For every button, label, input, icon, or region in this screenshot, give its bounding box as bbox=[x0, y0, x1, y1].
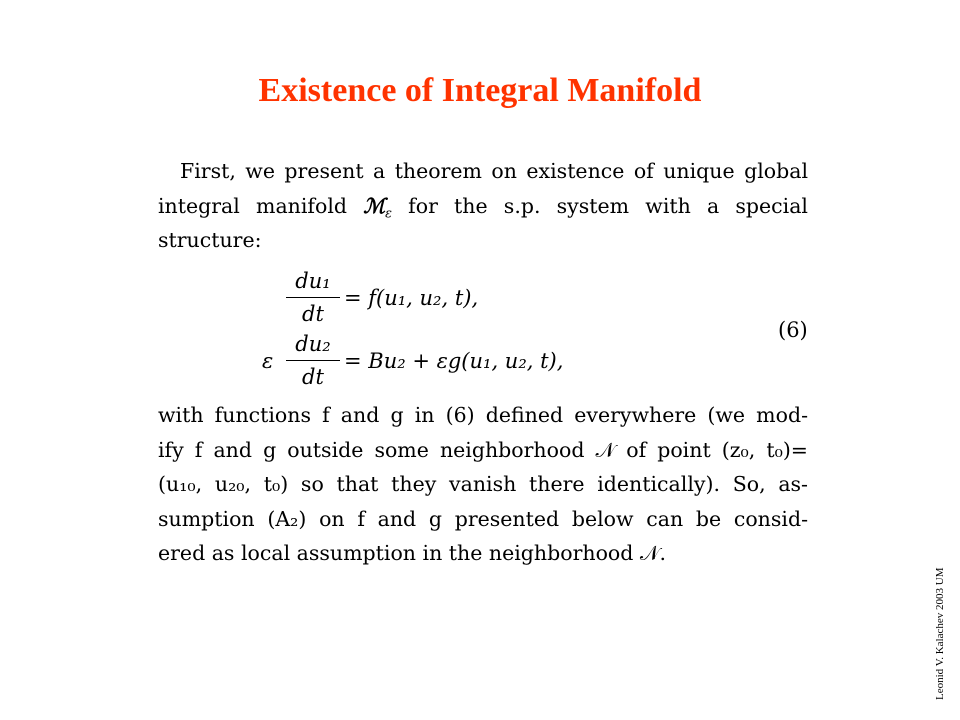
slide-title: Existence of Integral Manifold bbox=[258, 72, 702, 109]
eq1-denominator: dt bbox=[302, 302, 324, 326]
intro-line-2-end: for the s.p. system with a special bbox=[391, 193, 808, 218]
manifold-symbol: ℳ bbox=[363, 193, 386, 218]
eq2-epsilon: ε bbox=[262, 349, 274, 373]
intro-line-3: structure: bbox=[158, 228, 262, 252]
eq2-fraction-bar bbox=[286, 360, 340, 361]
eq1-rhs: = f(u₁, u₂, t), bbox=[344, 286, 479, 310]
eq1-numerator: du₁ bbox=[295, 269, 331, 293]
body-line-1: with functions f and g in (6) defined everywhere (we mod- bbox=[158, 403, 808, 427]
author-watermark: Leonid V. Kalachev 2003 UM bbox=[934, 567, 946, 700]
eq2-rhs: = Bu₂ + εg(u₁, u₂, t), bbox=[344, 349, 564, 373]
eq1-fraction-bar bbox=[286, 297, 340, 298]
eq2-numerator: du₂ bbox=[295, 332, 331, 356]
body-paragraph bbox=[158, 398, 808, 571]
body-line-2: ify f and g outside some neighborhood 𝒩 of point (z₀, t₀)= bbox=[158, 437, 808, 462]
manifold-subscript: ε bbox=[385, 204, 392, 220]
eq2-fraction bbox=[286, 329, 340, 392]
eq2-denominator: dt bbox=[302, 365, 324, 389]
body-line-4: sumption (A₂) on f and g presented below can be consid- bbox=[158, 506, 808, 531]
body-line-5: ered as local assumption in the neighborhood 𝒩. bbox=[158, 541, 667, 565]
intro-line-1: First, we present a theorem on existence of unique global bbox=[180, 159, 808, 183]
eq1-fraction bbox=[286, 266, 340, 329]
equation-number: (6) bbox=[778, 318, 808, 342]
intro-line-2-start: integral manifold bbox=[158, 193, 364, 218]
body-line-3: (u₁₀, u₂₀, t₀) so that they vanish there identically). So, as- bbox=[158, 472, 808, 496]
